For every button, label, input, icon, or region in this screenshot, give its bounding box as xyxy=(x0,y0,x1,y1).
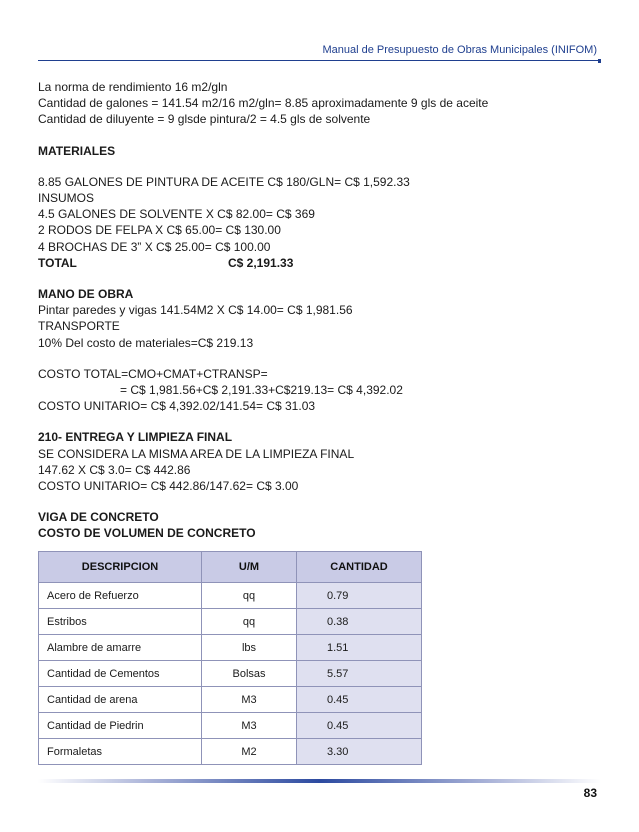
header-rule-end-mark xyxy=(598,59,601,63)
cell-unidad: M3 xyxy=(202,687,297,713)
costo-total-line: COSTO TOTAL=CMO+CMAT+CTRANSP= xyxy=(38,366,268,381)
column-header-um: U/M xyxy=(202,552,297,583)
mano-line: Pintar paredes y vigas 141.54M2 X C$ 14.00= C$ 1,981.56 xyxy=(38,303,353,318)
cell-cantidad: 3.30 xyxy=(297,739,422,765)
mano-line: TRANSPORTE xyxy=(38,319,120,334)
entrega-line: COSTO UNITARIO= C$ 442.86/147.62= C$ 3.00 xyxy=(38,479,299,494)
cell-unidad: Bolsas xyxy=(202,661,297,687)
cell-cantidad: 0.45 xyxy=(297,713,422,739)
entrega-heading: 210- ENTREGA Y LIMPIEZA FINAL xyxy=(38,430,233,445)
footer-gradient-bar xyxy=(38,779,601,783)
table-row xyxy=(39,635,422,661)
cell-unidad: M2 xyxy=(202,739,297,765)
cell-unidad: M3 xyxy=(202,713,297,739)
cell-descripcion: Formaletas xyxy=(39,739,202,765)
table-row xyxy=(39,687,422,713)
viga-heading: VIGA DE CONCRETO xyxy=(38,510,159,525)
total-value: C$ 2,191.33 xyxy=(228,255,294,270)
cell-descripcion: Acero de Refuerzo xyxy=(39,583,202,609)
table-row xyxy=(39,713,422,739)
materiales-heading: MATERIALES xyxy=(38,143,116,158)
total-label: TOTAL xyxy=(38,255,77,270)
table-row xyxy=(39,583,422,609)
material-line: 8.85 GALONES DE PINTURA DE ACEITE C$ 180/GLN= C$ 1,592.33 xyxy=(38,174,410,189)
costo-unitario-line: COSTO UNITARIO= C$ 4,392.02/141.54= C$ 31.03 xyxy=(38,399,316,414)
cell-cantidad: 0.38 xyxy=(297,609,422,635)
material-line: 4 BROCHAS DE 3” X C$ 25.00= C$ 100.00 xyxy=(38,239,271,254)
cell-unidad: lbs xyxy=(202,635,297,661)
column-header-cantidad: CANTIDAD xyxy=(297,552,422,583)
cell-cantidad: 0.79 xyxy=(297,583,422,609)
cell-unidad: qq xyxy=(202,583,297,609)
entrega-line: SE CONSIDERA LA MISMA AREA DE LA LIMPIEZA FINAL xyxy=(38,446,355,461)
costo-total-result: = C$ 1,981.56+C$ 2,191.33+C$219.13= C$ 4,392.02 xyxy=(120,383,403,398)
mano-heading: MANO DE OBRA xyxy=(38,287,134,302)
cell-unidad: qq xyxy=(202,609,297,635)
cell-descripcion: Cantidad de Piedrin xyxy=(39,713,202,739)
material-line: 4.5 GALONES DE SOLVENTE X C$ 82.00= C$ 369 xyxy=(38,207,315,222)
table-row xyxy=(39,609,422,635)
intro-line: La norma de rendimiento 16 m2/gln xyxy=(38,80,228,94)
table-row xyxy=(39,661,422,687)
entrega-line: 147.62 X C$ 3.0= C$ 442.86 xyxy=(38,462,191,477)
materials-table xyxy=(38,551,422,765)
volumen-heading: COSTO DE VOLUMEN DE CONCRETO xyxy=(38,526,256,541)
header-rule xyxy=(38,60,601,61)
intro-line: Cantidad de galones = 141.54 m2/16 m2/gln= 8.85 aproximadamente 9 gls de aceite xyxy=(38,96,489,111)
document-body xyxy=(38,79,598,542)
header-title: Manual de Presupuesto de Obras Municipales (INIFOM) xyxy=(322,44,597,56)
cell-descripcion: Alambre de amarre xyxy=(39,635,202,661)
cell-cantidad: 5.57 xyxy=(297,661,422,687)
mano-line: 10% Del costo de materiales=C$ 219.13 xyxy=(38,335,254,350)
cell-cantidad: 1.51 xyxy=(297,635,422,661)
material-line: INSUMOS xyxy=(38,191,95,206)
cell-descripcion: Cantidad de arena xyxy=(39,687,202,713)
column-header-descripcion: DESCRIPCION xyxy=(39,552,202,583)
page-number: 83 xyxy=(583,786,597,800)
cell-descripcion: Cantidad de Cementos xyxy=(39,661,202,687)
cell-descripcion: Estribos xyxy=(39,609,202,635)
material-line: 2 RODOS DE FELPA X C$ 65.00= C$ 130.00 xyxy=(38,223,281,238)
cell-cantidad: 0.45 xyxy=(297,687,422,713)
total-line xyxy=(38,255,598,271)
table-row xyxy=(39,739,422,765)
intro-line: Cantidad de diluyente = 9 glsde pintura/2 = 4.5 gls de solvente xyxy=(38,112,371,127)
table-header-row xyxy=(39,552,422,583)
